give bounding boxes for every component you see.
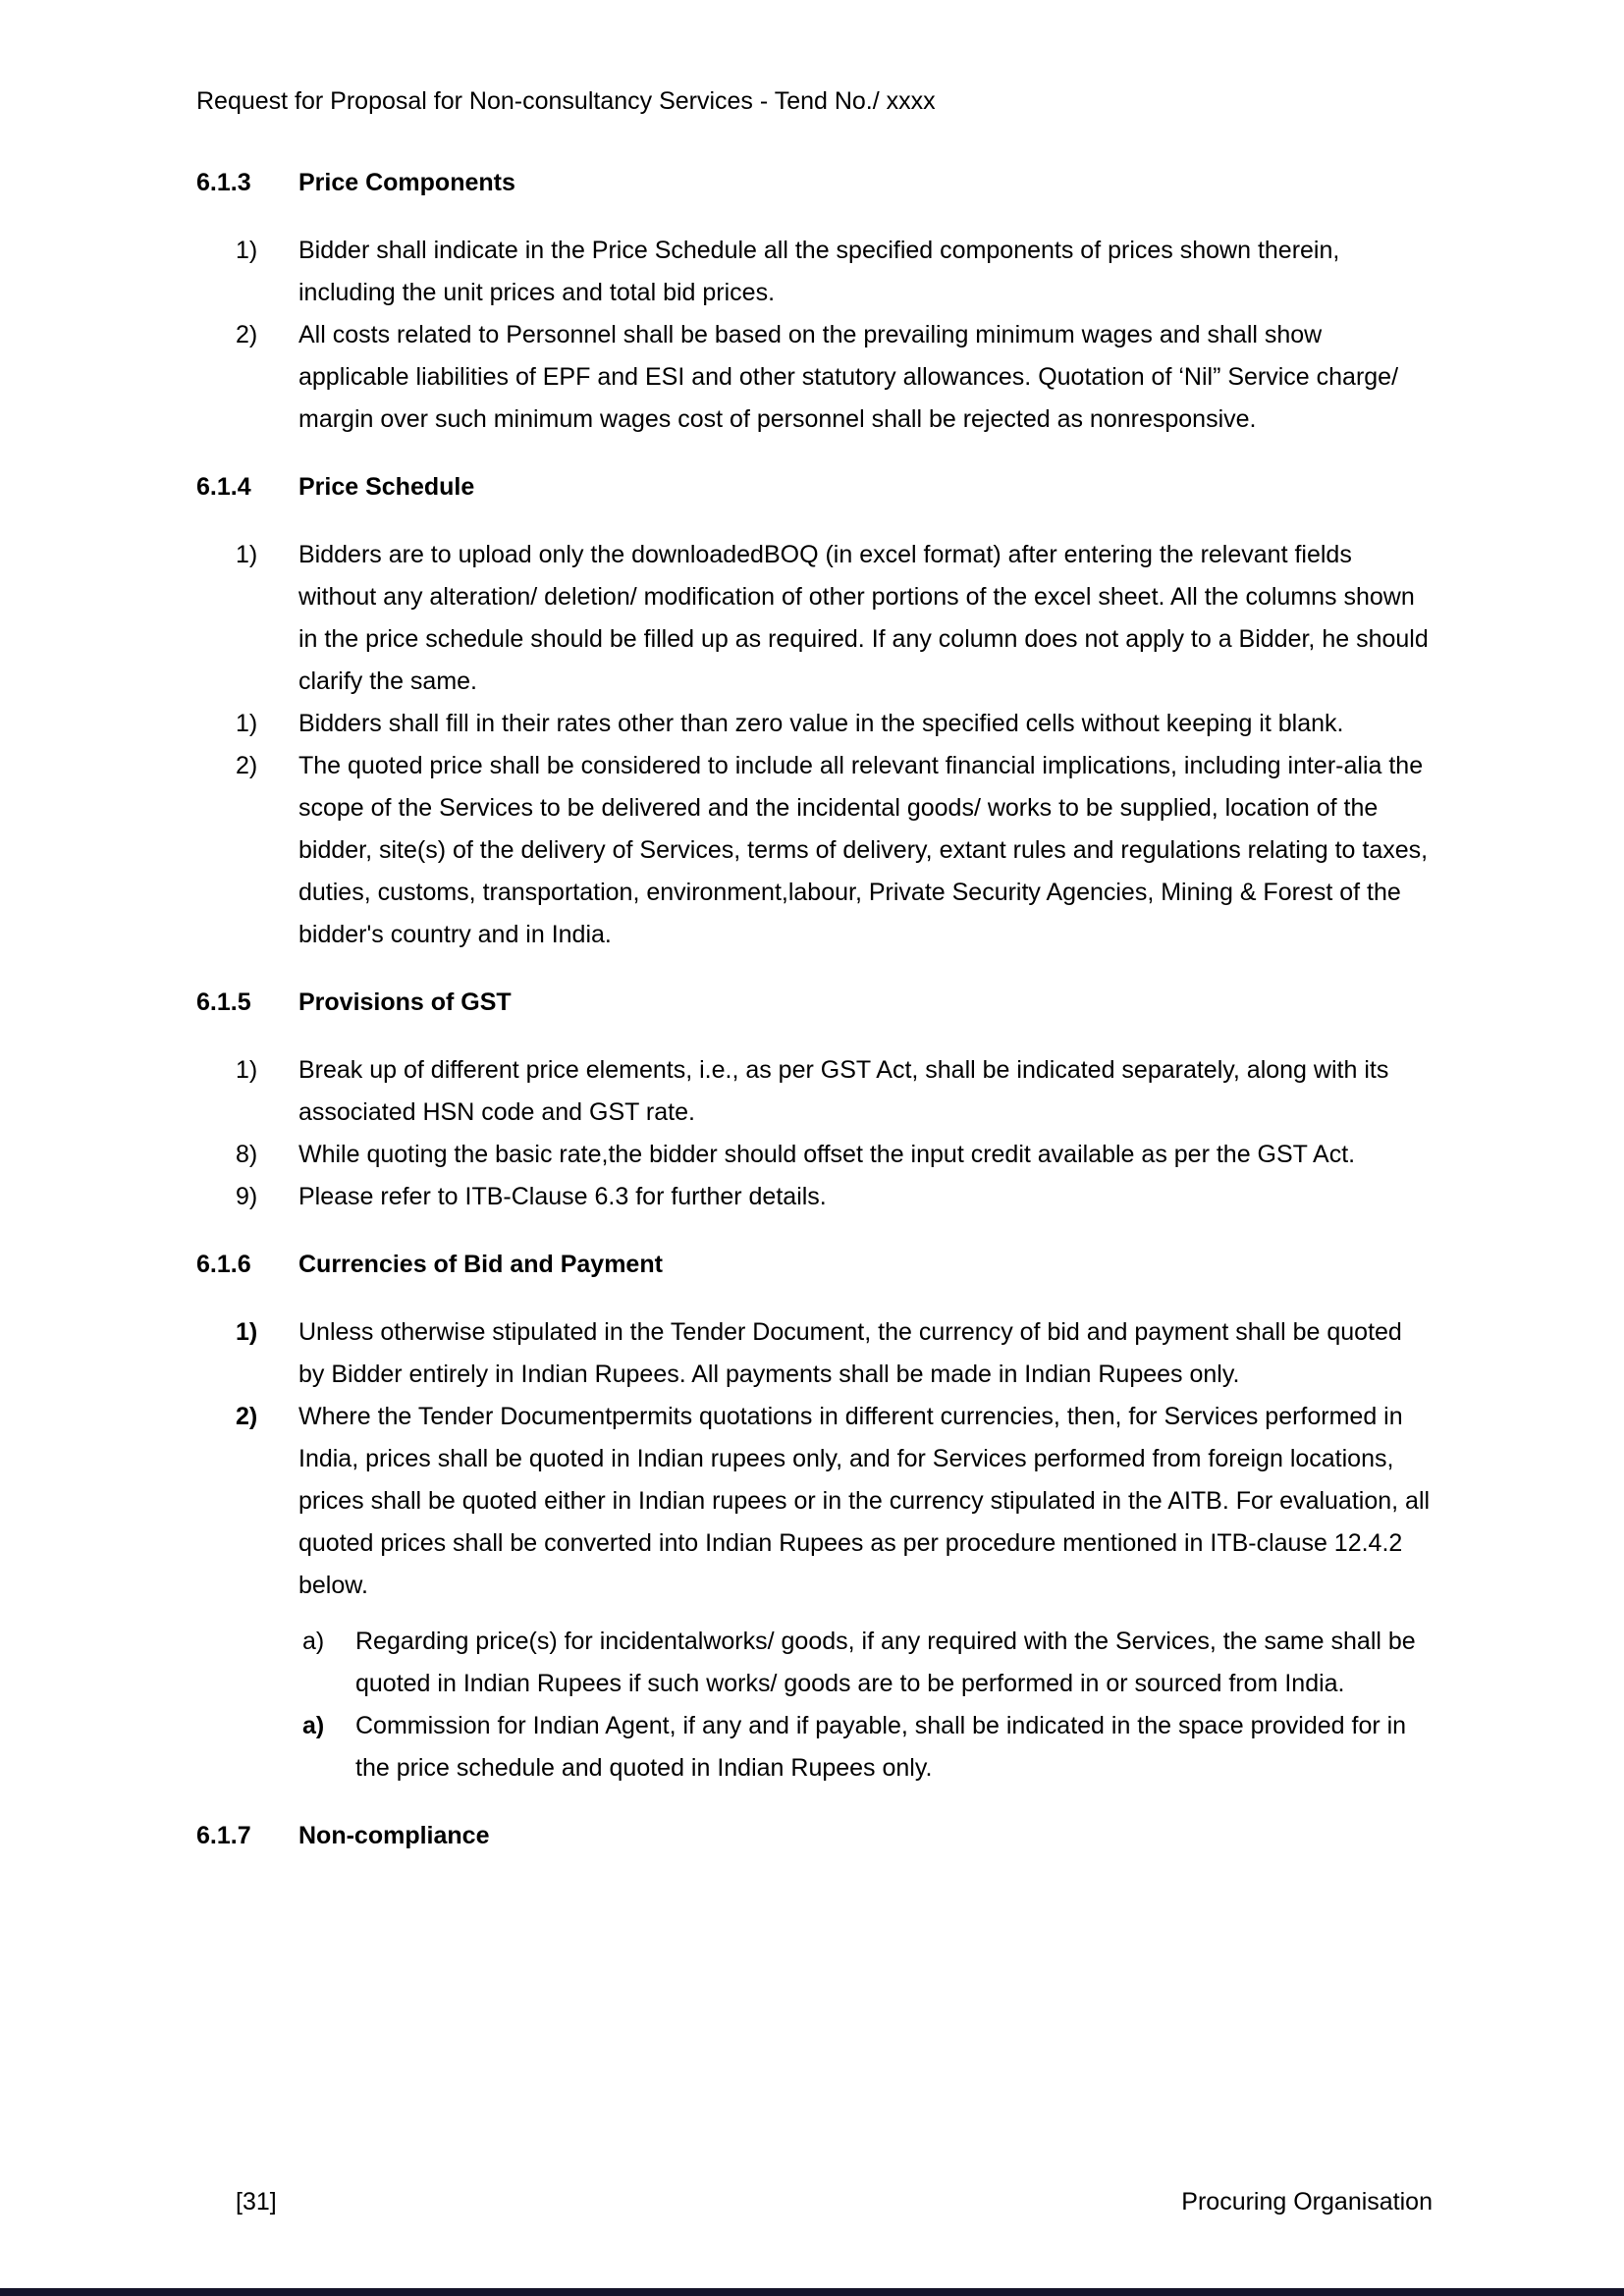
numbered-list [196,1049,1433,1218]
section-title: Non-compliance [298,1822,490,1849]
numbered-list [196,1311,1433,1607]
list-item-marker: 1) [236,1318,258,1346]
list-item-text: Please refer to ITB-Clause 6.3 for further details. [298,1183,827,1210]
sub-list-item-text: Commission for Indian Agent, if any and if payable, shall be indicated in the space provided for in the price schedule and quoted in Indian Rupees only. [355,1712,1407,1782]
list-item-text: Where the Tender Documentpermits quotations in different currencies, then, for Services performed in India, prices shall be quoted in Indian rupees only, and for Services performed from foreign locations, prices shall be quoted either in Indian rupees or in the currency stipulated in the AITB. For evaluation, all quoted prices shall be converted into Indian Rupees as per procedure mentioned in ITB-clause 12.4.2 below. [298,1403,1431,1599]
list-item [196,745,1433,956]
section-title: Price Components [298,169,515,196]
list-item-marker: 8) [236,1141,258,1168]
list-item [196,1049,1433,1134]
section-price-schedule [196,466,1433,956]
footer-org-name: Procuring Organisation [1181,2188,1433,2216]
sub-list-item-text: Regarding price(s) for incidentalworks/ goods, if any required with the Services, the same shall be quoted in Indian Rupees if such works/ goods are to be performed in or sourced from India. [355,1628,1416,1697]
list-item-text: All costs related to Personnel shall be based on the prevailing minimum wages and shall show applicable liabilities of EPF and ESI and other statutory allowances. Quotation of ‘Nil” Service charge/ margin over such minimum wages cost of personnel shall be rejected as nonresponsive. [298,321,1399,433]
section-provisions-of-gst [196,982,1433,1218]
list-item-text: Bidder shall indicate in the Price Schedule all the specified components of prices shown therein, including the unit prices and total bid prices. [298,237,1340,306]
sub-list-item [196,1621,1433,1705]
list-item-marker: 9) [236,1183,258,1210]
section-number: 6.1.5 [196,988,251,1016]
section-number: 6.1.7 [196,1822,251,1849]
list-item-marker: 1) [236,1056,258,1084]
sub-list-item [196,1705,1433,1789]
numbered-list [196,230,1433,441]
section-number: 6.1.6 [196,1251,251,1278]
lettered-sub-list [196,1621,1433,1789]
list-item-text: The quoted price shall be considered to include all relevant financial implications, including inter-alia the scope of the Services to be delivered and the incidental goods/ works to be supplied, location of the bidder, site(s) of the delivery of Services, terms of delivery, extant rules and regulations relating to taxes, duties, customs, transportation, environment,labour, Private Security Agencies, Mining & Forest of the bidder's country and in India. [298,752,1429,948]
page-bottom-edge [0,2288,1624,2296]
list-item-marker: 2) [236,1403,258,1430]
list-item-text: Bidders shall fill in their rates other than zero value in the specified cells without keeping it blank. [298,710,1344,737]
list-item [196,314,1433,441]
section-price-components [196,162,1433,441]
section-heading [196,1815,1433,1857]
footer-page-number: [31] [236,2188,277,2216]
list-item [196,1176,1433,1218]
section-currencies-of-bid-and-payment [196,1244,1433,1789]
section-heading [196,1244,1433,1286]
list-item-text: Unless otherwise stipulated in the Tender Document, the currency of bid and payment shall be quoted by Bidder entirely in Indian Rupees. All payments shall be made in Indian Rupees only. [298,1318,1402,1388]
list-item-marker: 1) [236,237,258,264]
list-item-text: Bidders are to upload only the downloadedBOQ (in excel format) after entering the relevant fields without any alteration/ deletion/ modification of other portions of the excel sheet. All the columns shown in the price schedule should be filled up as required. If any column does not apply to a Bidder, he should clarify the same. [298,541,1429,695]
document-footer [196,2181,1433,2223]
list-item [196,703,1433,745]
sub-list-item-marker: a) [302,1712,325,1739]
section-title: Price Schedule [298,473,475,501]
list-item [196,1396,1433,1607]
list-item [196,1134,1433,1176]
list-item-marker: 1) [236,541,258,568]
section-number: 6.1.3 [196,169,251,196]
header-title: Request for Proposal for Non-consultancy Services - Tend No./ xxxx [196,87,936,115]
list-item [196,1311,1433,1396]
list-item-text: While quoting the basic rate,the bidder should offset the input credit available as per the GST Act. [298,1141,1356,1168]
section-non-compliance [196,1815,1433,1857]
section-heading [196,162,1433,204]
list-item-marker: 2) [236,752,258,779]
section-heading [196,982,1433,1024]
document-header [196,80,1433,123]
section-heading [196,466,1433,508]
sub-list-item-marker: a) [302,1628,325,1655]
list-item-text: Break up of different price elements, i.e., as per GST Act, shall be indicated separately, along with its associated HSN code and GST rate. [298,1056,1389,1126]
numbered-list [196,534,1433,956]
section-number: 6.1.4 [196,473,251,501]
list-item [196,534,1433,703]
section-title: Currencies of Bid and Payment [298,1251,663,1278]
list-item-marker: 2) [236,321,258,348]
list-item-marker: 1) [236,710,258,737]
section-title: Provisions of GST [298,988,512,1016]
list-item [196,230,1433,314]
